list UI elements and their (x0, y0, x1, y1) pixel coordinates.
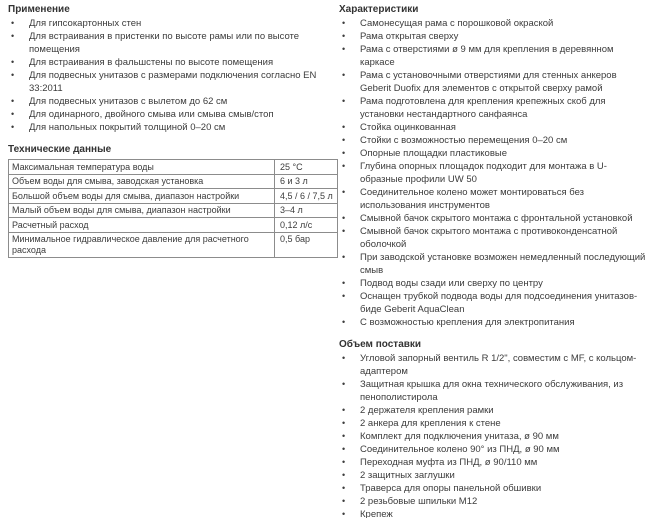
list-item (339, 69, 646, 95)
list-item (339, 508, 646, 518)
bullet-icon: • (342, 44, 346, 54)
list-item (339, 186, 646, 212)
list-item-text: Для напольных покрытий толщиной 0–20 см (29, 122, 226, 133)
bullet-icon: • (342, 496, 346, 506)
bullet-icon: • (342, 18, 346, 28)
list-item-text: Комплект для подключения унитаза, ø 90 мм (360, 431, 559, 442)
bullet-icon: • (342, 213, 346, 223)
list-item-text: Соединительное колено может монтироваться без использования инструментов (360, 187, 585, 211)
scope-of-delivery-title: Объем поставки (339, 339, 422, 350)
list-item-text: Для встраивания в фальшстены по высоте помещения (29, 57, 274, 68)
list-item-text: 2 резьбовые шпильки M12 (360, 496, 478, 507)
list-item (8, 56, 327, 69)
table-cell-label: Минимальное гидравлическое давление для расчетного расхода (9, 232, 275, 257)
table-row (9, 218, 338, 233)
application-title: Применение (8, 4, 70, 15)
list-item (339, 482, 646, 495)
list-item (8, 95, 327, 108)
list-item-text: Смывной бачок скрытого монтажа с противоконденсатной оболочкой (360, 226, 618, 250)
list-item (339, 316, 646, 329)
bullet-icon: • (342, 431, 346, 441)
list-item (339, 352, 646, 378)
list-item-text: Переходная муфта из ПНД, ø 90/110 мм (360, 457, 538, 468)
bullet-icon: • (11, 18, 15, 28)
list-item (8, 121, 327, 134)
list-item-text: Рама подготовлена для крепления крепежных скоб для установки нестандартного санфаянса (360, 96, 606, 120)
table-cell-value: 4,5 / 6 / 7,5 л (275, 189, 338, 204)
bullet-icon: • (11, 31, 15, 41)
list-item (339, 404, 646, 417)
table-cell-label: Объем воды для смыва, заводская установка (9, 174, 275, 189)
technical-data-table (8, 159, 338, 258)
table-row (9, 160, 338, 175)
list-item-text: Угловой запорный вентиль R 1/2", совместим с MF, с кольцом-адаптером (360, 353, 637, 377)
list-item (339, 417, 646, 430)
section-technical-data (8, 143, 333, 258)
list-item-text: Для подвесных унитазов с вылетом до 62 см (29, 96, 228, 107)
bullet-icon: • (342, 161, 346, 171)
bullet-icon: • (342, 148, 346, 158)
list-item-text: Самонесущая рама с порошковой окраской (360, 18, 554, 29)
list-item (339, 134, 646, 147)
list-item-text: Для одинарного, двойного смыва или смыва смыв/стоп (29, 109, 274, 120)
list-item-text: 2 защитных заглушки (360, 470, 455, 481)
list-item (339, 251, 646, 277)
list-item-text: Оснащен трубкой подвода воды для подсоединения унитазов-биде Geberit AquaClean (360, 291, 638, 315)
list-item (339, 160, 646, 186)
bullet-icon: • (342, 317, 346, 327)
list-item (339, 495, 646, 508)
bullet-icon: • (11, 57, 15, 67)
list-item-text: Соединительное колено 90° из ПНД, ø 90 мм (360, 444, 560, 455)
list-item (339, 378, 646, 404)
section-application (8, 3, 327, 134)
list-item-text: Смывной бачок скрытого монтажа с фронтальной установкой (360, 213, 633, 224)
bullet-icon: • (11, 70, 15, 80)
bullet-icon: • (11, 122, 15, 132)
list-item (339, 456, 646, 469)
list-item (339, 443, 646, 456)
list-item-text: Защитная крышка для окна технического обслуживания, из пенополистирола (360, 379, 624, 403)
bullet-icon: • (342, 483, 346, 493)
bullet-icon: • (342, 278, 346, 288)
list-item (8, 69, 327, 95)
list-item (339, 121, 646, 134)
list-item (339, 17, 646, 30)
bullet-icon: • (11, 109, 15, 119)
list-item-text: Рама открытая сверху (360, 31, 459, 42)
table-cell-value: 0,5 бар (275, 232, 338, 257)
scope-of-delivery-list (339, 352, 646, 518)
table-cell-label: Большой объем воды для смыва, диапазон настройки (9, 189, 275, 204)
list-item-text: Для встраивания в пристенки по высоте рамы или по высоте помещения (29, 31, 300, 55)
bullet-icon: • (342, 509, 346, 518)
table-cell-value: 25 °C (275, 160, 338, 175)
list-item-text: С возможностью крепления для электропитания (360, 317, 575, 328)
bullet-icon: • (342, 444, 346, 454)
table-cell-value: 0,12 л/с (275, 218, 338, 233)
bullet-icon: • (342, 187, 346, 197)
list-item-text: Для подвесных унитазов с размерами подключения согласно EN 33:2011 (29, 70, 317, 94)
list-item-text: Для гипсокартонных стен (29, 18, 142, 29)
technical-data-title: Технические данные (8, 144, 112, 155)
list-item (339, 225, 646, 251)
bullet-icon: • (342, 252, 346, 262)
bullet-icon: • (342, 135, 346, 145)
bullet-icon: • (342, 379, 346, 389)
list-item-text: Крепеж (360, 509, 393, 518)
list-item-text: 2 анкера для крепления к стене (360, 418, 501, 429)
characteristics-list (339, 17, 646, 329)
section-characteristics (339, 3, 646, 329)
list-item-text: Рама с отверстиями ø 9 мм для крепления в деревянном каркасе (360, 44, 614, 68)
list-item (339, 95, 646, 121)
table-cell-label: Малый объем воды для смыва, диапазон настройки (9, 203, 275, 218)
table-cell-value: 3–4 л (275, 203, 338, 218)
bullet-icon: • (342, 31, 346, 41)
list-item (339, 43, 646, 69)
list-item (339, 147, 646, 160)
table-row (9, 189, 338, 204)
bullet-icon: • (342, 122, 346, 132)
list-item (339, 469, 646, 482)
list-item-text: Рама с установочными отверстиями для стенных анкеров Geberit Duofix для элементов с открытой сверху рамой (360, 70, 617, 94)
list-item-text: 2 держателя крепления рамки (360, 405, 494, 416)
table-row (9, 203, 338, 218)
list-item (339, 277, 646, 290)
table-cell-label: Расчетный расход (9, 218, 275, 233)
list-item-text: Подвод воды сзади или сверху по центру (360, 278, 543, 289)
list-item-text: При заводской установке возможен немедленный последующий смыв (360, 252, 646, 276)
list-item-text: Стойки с возможностью перемещения 0–20 см (360, 135, 568, 146)
table-cell-label: Максимальная температура воды (9, 160, 275, 175)
list-item (339, 290, 646, 316)
section-scope-of-delivery (339, 338, 646, 518)
list-item (8, 108, 327, 121)
list-item (339, 30, 646, 43)
list-item-text: Глубина опорных площадок подходит для монтажа в U-образные профили UW 50 (360, 161, 607, 185)
bullet-icon: • (342, 353, 346, 363)
bullet-icon: • (342, 96, 346, 106)
right-column (327, 0, 650, 518)
table-row (9, 174, 338, 189)
list-item (8, 17, 327, 30)
table-row (9, 232, 338, 257)
bullet-icon: • (342, 470, 346, 480)
list-item-text: Траверса для опоры панельной обшивки (360, 483, 542, 494)
bullet-icon: • (342, 291, 346, 301)
list-item (8, 30, 327, 56)
bullet-icon: • (342, 405, 346, 415)
bullet-icon: • (342, 70, 346, 80)
list-item-text: Стойка оцинкованная (360, 122, 456, 133)
characteristics-title: Характеристики (339, 4, 419, 15)
bullet-icon: • (342, 457, 346, 467)
list-item-text: Опорные площадки пластиковые (360, 148, 508, 159)
list-item (339, 430, 646, 443)
bullet-icon: • (11, 96, 15, 106)
technical-data-rows (9, 160, 338, 258)
application-list (8, 17, 327, 134)
bullet-icon: • (342, 418, 346, 428)
bullet-icon: • (342, 226, 346, 236)
table-cell-value: 6 и 3 л (275, 174, 338, 189)
list-item (339, 212, 646, 225)
